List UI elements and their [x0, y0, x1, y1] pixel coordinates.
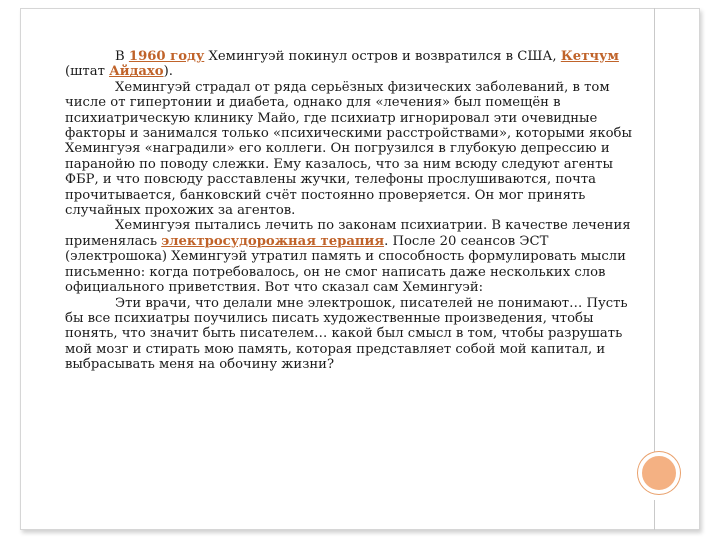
link-1960-year[interactable]: 1960 году [128, 49, 205, 64]
slide-text-body [65, 49, 635, 373]
text-segment: Хемингуэй покинул остров и возвратился в США, [204, 49, 561, 64]
text-segment: ). [163, 64, 173, 80]
text-segment: Хемингуэй страдал от ряда серьёзных физических заболеваний, в том числе от гипертонии и диабета, однако для «лечения» был помещён в психиатрическую клинику Майо, где психиатр игнорировал эти очевидные факторы и занимался только «психическими расстройствами», которыми якобы Хемингуэя «наградили» его коллеги. Он погрузился в глубокую депрессию и паранойю по поводу слежки. Ему казалось, что за ним всюду следуют агенты ФБР, и что повсюду расставлены жучки, телефоны прослушиваются, почта прочитывается, банковский счёт постоянно проверяется. Он мог принять случайных прохожих за агентов. [65, 79, 632, 219]
text-segment: . После 20 сеансов ЭСТ (электрошока) Хемингуэй утратил память и способность формулировать мысли письменно: когда потребовалось, он не смог написать даже нескольких слов официального приветствия. Вот что сказал сам Хемингуэй: [65, 233, 626, 296]
paragraph-treatment [65, 218, 635, 295]
text-segment: Эти врачи, что делали мне электрошок, писателей не понимают… Пусть бы все психиатры поучились писать художественные произведения, чтобы понять, что значит быть писателем… какой был смысл в том, чтобы разрушать мой мозг и стирать мою память, которая представляет собой мой капитал, и выбрасывать меня на обочину жизни? [65, 295, 628, 373]
link-electroconvulsive-therapy[interactable]: электросудорожная терапия [161, 233, 385, 249]
paragraph-quote [65, 296, 635, 373]
decorative-vertical-line-bottom [654, 500, 655, 530]
paragraph-return-to-usa [65, 49, 635, 80]
link-idaho[interactable]: Айдахо [109, 64, 164, 80]
decorative-vertical-line [654, 8, 655, 452]
text-segment: Хемингуэя пытались лечить по законам психиатрии. В качестве лечения применялась [65, 218, 631, 249]
text-segment: В [115, 49, 129, 64]
link-ketchum[interactable]: Кетчум [560, 49, 619, 64]
paragraph-illnesses [65, 80, 635, 219]
decorative-circle [638, 452, 680, 494]
text-segment: (штат [65, 64, 110, 80]
